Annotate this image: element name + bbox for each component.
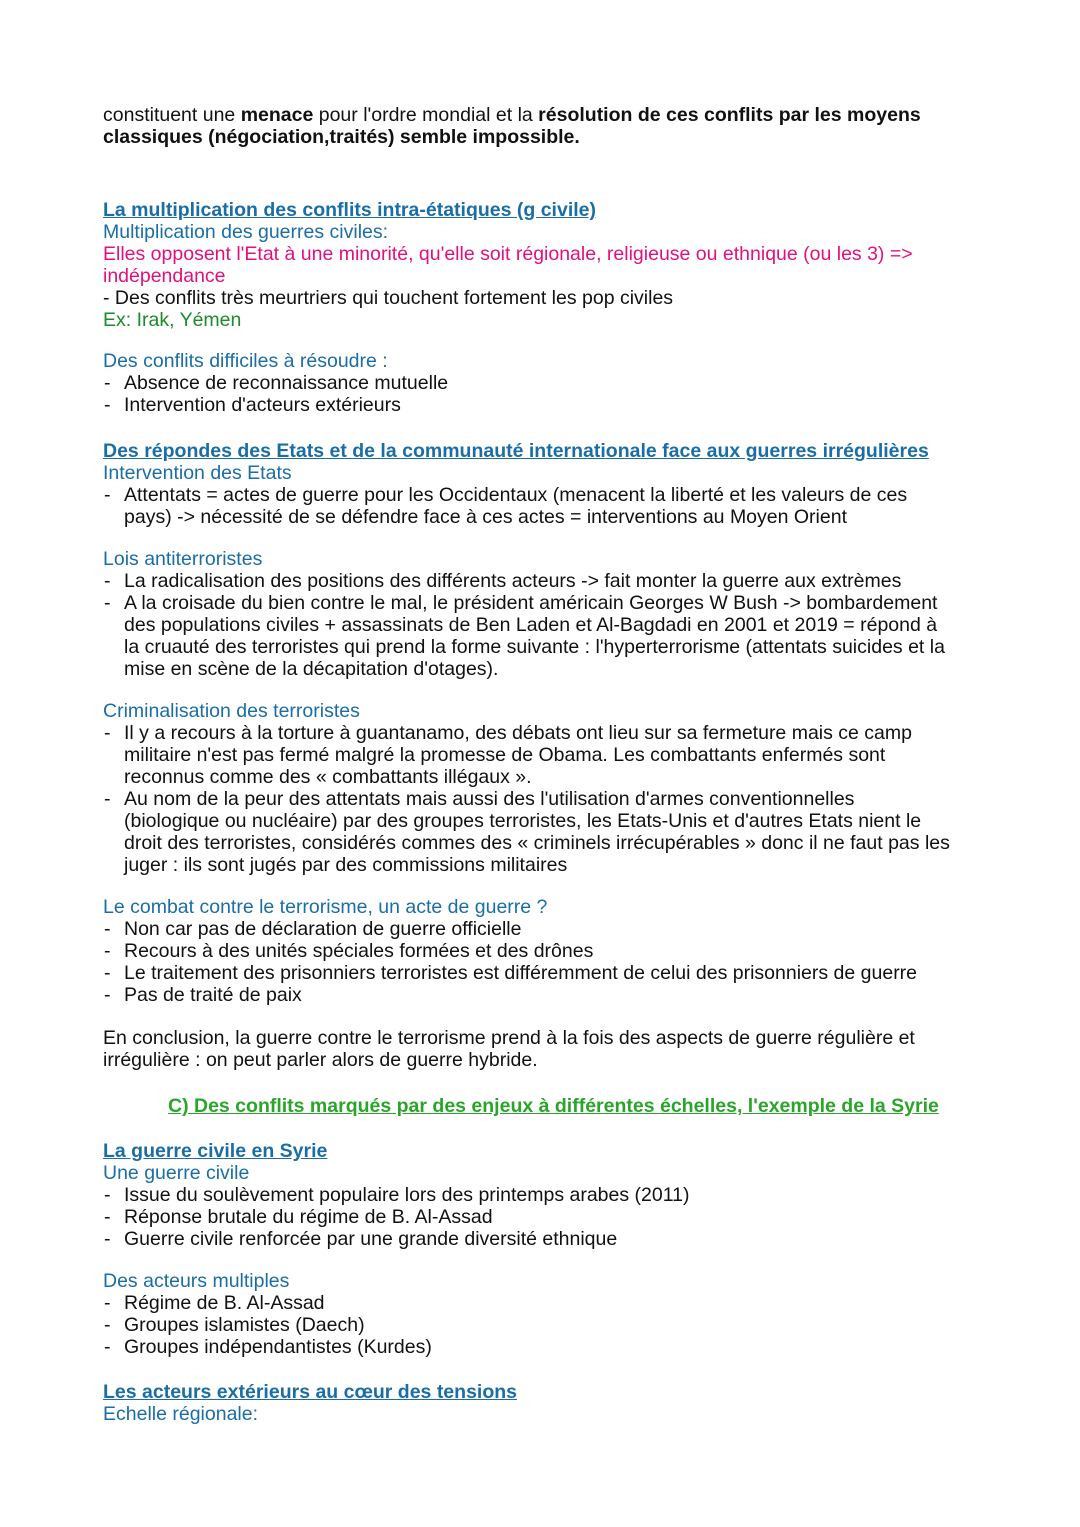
example-text: Ex: Irak, Yémen xyxy=(103,309,242,331)
subheading-regional-scale: Echelle régionale: xyxy=(103,1403,259,1425)
list-item xyxy=(103,484,983,528)
list-item: - La radicalisation des positions des différents acteurs -> fait monter la guerre aux extrèmes xyxy=(103,570,983,592)
list-item-line: des populations civiles + assassinats de Ben Laden et Al-Bagdadi en 2001 et 2019 = répond à xyxy=(124,614,938,636)
heading-syria-civil-war: La guerre civile en Syrie xyxy=(103,1140,328,1162)
heading-external-actors: Les acteurs extérieurs au cœur des tensions xyxy=(103,1381,517,1403)
list-actors xyxy=(103,1292,983,1358)
list-item-line: droit des terroristes, considérés commes des « criminels irrécupérables » donc il ne faut pas les xyxy=(124,832,950,854)
intro-bold-menace: menace xyxy=(240,104,314,126)
intro-line-1 xyxy=(103,104,983,126)
text-deadly-conflicts: - Des conflits très meurtriers qui touchent fortement les pop civiles xyxy=(103,287,674,309)
section-multiple-actors xyxy=(103,1270,983,1358)
list-item: - Réponse brutale du régime de B. Al-Assad xyxy=(103,1206,983,1228)
list-item-line: - Au nom de la peur des attentats mais aussi des l'utilisation d'armes conventionnelles xyxy=(124,788,855,810)
list-intervention xyxy=(103,484,983,528)
section-responses xyxy=(103,440,983,528)
list-item-line: juger : ils sont jugés par des commissions militaires xyxy=(124,854,568,876)
subheading-war-on-terror: Le combat contre le terrorisme, un acte de guerre ? xyxy=(103,896,548,918)
list-item: - Régime de B. Al-Assad xyxy=(103,1292,983,1314)
section-criminalisation xyxy=(103,700,983,876)
list-item: - Intervention d'acteurs extérieurs xyxy=(103,394,983,416)
list-item: - Groupes islamistes (Daech) xyxy=(103,1314,983,1336)
subheading-difficult: Des conflits difficiles à résoudre : xyxy=(103,350,388,372)
subheading-criminalisation: Criminalisation des terroristes xyxy=(103,700,360,722)
list-item-line: la cruauté des terroristes qui prend la forme suivante : l'hyperterrorisme (attentats suicides et la xyxy=(124,636,945,658)
section-war-on-terror xyxy=(103,896,983,1006)
subheading-intervention: Intervention des Etats xyxy=(103,462,292,484)
list-laws xyxy=(103,570,983,680)
list-item-line: mise en scène de la décapitation d'otages). xyxy=(124,658,499,680)
list-war-on-terror xyxy=(103,918,983,1006)
conclusion-line-1: En conclusion, la guerre contre le terrorisme prend à la fois des aspects de guerre régulière et xyxy=(103,1027,915,1049)
list-item-line: reconnus comme des « combattants illégaux ». xyxy=(124,766,532,788)
pink-text-line-1: Elles opposent l'Etat à une minorité, qu'elle soit régionale, religieuse ou ethnique (ou les 3) => xyxy=(103,243,913,265)
list-item-line: - Il y a recours à la torture à guantanamo, des débats ont lieu sur sa fermeture mais ce camp xyxy=(124,722,912,744)
intro-line-2: classiques (négociation,traités) semble impossible. xyxy=(103,126,580,148)
subheading-laws: Lois antiterroristes xyxy=(103,548,263,570)
list-item: - Absence de reconnaissance mutuelle xyxy=(103,372,983,394)
heading-responses: Des répondes des Etats et de la communauté internationale face aux guerres irrégulières xyxy=(103,440,929,462)
intro-paragraph xyxy=(103,104,983,148)
conclusion-paragraph xyxy=(103,1027,983,1071)
pink-text-line-2: indépendance xyxy=(103,265,226,287)
intro-bold-resolution: résolution de ces conflits par les moyens xyxy=(538,104,921,126)
list-item-line: militaire n'est pas fermé malgré la promesse de Obama. Les combattants enfermés sont xyxy=(124,744,886,766)
list-item xyxy=(103,592,983,680)
intro-text-a: constituent une xyxy=(103,104,241,126)
subheading-civil-wars: Multiplication des guerres civiles: xyxy=(103,221,389,243)
list-item xyxy=(103,788,983,876)
list-item: - Recours à des unités spéciales formées et des drônes xyxy=(103,940,983,962)
list-item xyxy=(103,722,983,788)
list-difficult xyxy=(103,372,983,416)
list-criminalisation xyxy=(103,722,983,876)
heading-section-c: C) Des conflits marqués par des enjeux à différentes échelles, l'exemple de la Syrie xyxy=(168,1095,939,1117)
list-item: - Issue du soulèvement populaire lors des printemps arabes (2011) xyxy=(103,1184,983,1206)
subheading-civil-war: Une guerre civile xyxy=(103,1162,250,1184)
list-syria xyxy=(103,1184,983,1250)
section-external-actors xyxy=(103,1381,983,1425)
list-item: - Non car pas de déclaration de guerre officielle xyxy=(103,918,983,940)
list-item: - Guerre civile renforcée par une grande diversité ethnique xyxy=(103,1228,983,1250)
section-laws xyxy=(103,548,983,680)
list-item-line: - Attentats = actes de guerre pour les Occidentaux (menacent la liberté et les valeurs de ces xyxy=(124,484,908,506)
heading-intra-state: La multiplication des conflits intra-étatiques (g civile) xyxy=(103,199,596,221)
list-item: - Le traitement des prisonniers terroristes est différemment de celui des prisonniers de guerre xyxy=(103,962,983,984)
conclusion-line-2: irrégulière : on peut parler alors de guerre hybride. xyxy=(103,1049,538,1071)
section-intra-state xyxy=(103,199,983,331)
section-syria-civil-war xyxy=(103,1140,983,1250)
list-item: - Groupes indépendantistes (Kurdes) xyxy=(103,1336,983,1358)
intro-text-c: pour l'ordre mondial et la xyxy=(313,104,539,126)
list-item-line: - A la croisade du bien contre le mal, le président américain Georges W Bush -> bombardement xyxy=(124,592,938,614)
list-item-line: pays) -> nécessité de se défendre face à ces actes = interventions au Moyen Orient xyxy=(124,506,847,528)
list-item: - Pas de traité de paix xyxy=(103,984,983,1006)
list-item-line: (biologique ou nucléaire) par des groupes terroristes, les Etats-Unis et d'autres Etats nient le xyxy=(124,810,922,832)
section-c xyxy=(168,1095,988,1117)
section-difficult-conflicts xyxy=(103,350,983,416)
subheading-multiple-actors: Des acteurs multiples xyxy=(103,1270,290,1292)
